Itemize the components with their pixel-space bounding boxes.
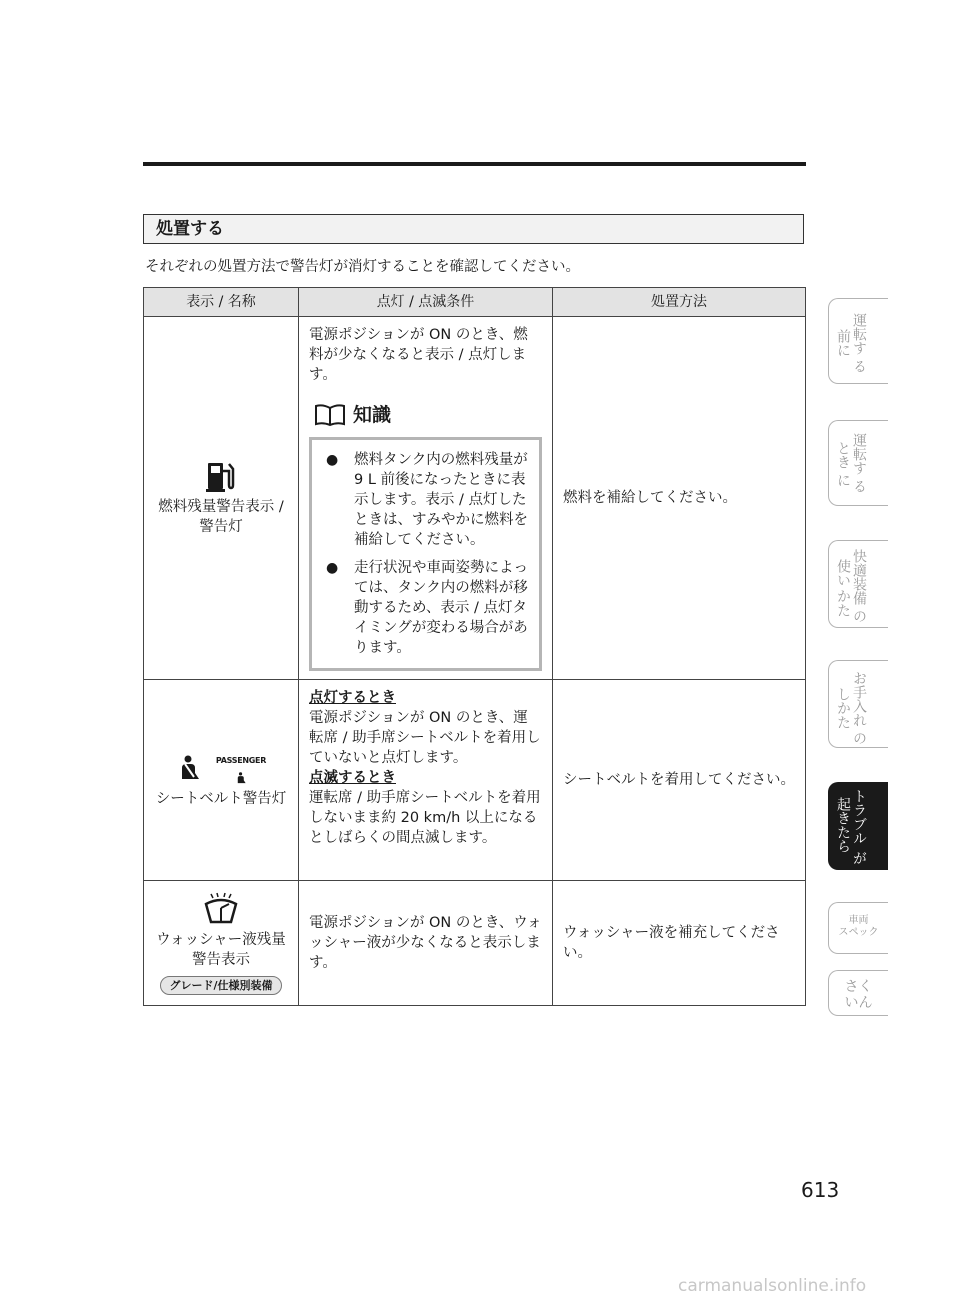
table-row xyxy=(144,881,806,1006)
lit-heading: 点灯するとき xyxy=(309,690,396,706)
knowledge-box xyxy=(309,437,542,671)
tab-text: 起きたら xyxy=(835,797,851,853)
condition-cell xyxy=(299,680,553,881)
action-cell: ウォッシャー液を補充してください。 xyxy=(553,881,806,1006)
blink-heading: 点滅するとき xyxy=(309,770,396,786)
knowledge-bullet xyxy=(326,558,529,658)
tab-text: いん xyxy=(844,995,873,1011)
tab-text: の xyxy=(851,731,867,745)
fuel-pump-icon xyxy=(204,459,238,493)
tab-text: に xyxy=(835,473,851,487)
warning-table xyxy=(143,287,806,1006)
table-header-row xyxy=(144,288,806,317)
tab-text: 運転す xyxy=(851,313,867,355)
side-tab-troubleshooting[interactable] xyxy=(828,782,888,870)
action-cell: 燃料を補給してください。 xyxy=(553,317,806,680)
condition-text: 電源ポジションが ON のとき、ウォッシャー液が少なくなると表示します。 xyxy=(309,915,542,971)
header-condition: 点灯 / 点滅条件 xyxy=(299,288,553,317)
tab-text: る xyxy=(851,479,867,493)
tab-text: 車両 xyxy=(848,915,869,926)
knowledge-bullet xyxy=(326,450,529,550)
tab-text: る xyxy=(851,359,867,373)
action-cell: シートベルトを着用してください。 xyxy=(553,680,806,881)
name-cell xyxy=(144,881,299,1006)
header-name: 表示 / 名称 xyxy=(144,288,299,317)
intro-text: それぞれの処置方法で警告灯が消灯することを確認してください。 xyxy=(145,259,580,275)
lit-text: 電源ポジションが ON のとき、運転席 / 助手席シートベルトを着用していないと点灯します。 xyxy=(309,710,541,766)
watermark: carmanualsonline.info xyxy=(678,1276,867,1296)
top-rule xyxy=(143,162,806,166)
tab-text: トラブル xyxy=(851,789,867,845)
condition-text: 電源ポジションが ON のとき、燃料が少なくなると表示 / 点灯します。 xyxy=(309,327,528,383)
washer-fluid-icon xyxy=(201,892,241,926)
grade-badge: グレード/仕様別装備 xyxy=(160,976,281,995)
warning-name: 燃料残量警告表示 / 警告灯 xyxy=(158,499,284,535)
bullet-dot: ● xyxy=(326,452,339,468)
name-cell xyxy=(144,317,299,680)
side-tab-while-driving[interactable] xyxy=(828,420,888,506)
tab-text: さく xyxy=(844,979,873,995)
tab-text: の xyxy=(851,609,867,623)
knowledge-title: 知識 xyxy=(353,404,392,426)
name-cell xyxy=(144,680,299,881)
side-tab-index[interactable] xyxy=(828,970,888,1016)
tab-text: とき xyxy=(835,441,851,469)
tab-text: 運転す xyxy=(851,433,867,475)
bullet-text: 走行状況や車両姿勢によっては、タンク内の燃料が移動するため、表示 / 点灯タイミングが変わる場合があります。 xyxy=(354,560,528,656)
page-number: 613 xyxy=(801,1178,840,1202)
tab-text: スペック xyxy=(838,927,879,938)
open-book-icon xyxy=(313,403,347,427)
section-title: 処置する xyxy=(143,214,804,244)
condition-cell xyxy=(299,317,553,680)
side-tab-specs[interactable] xyxy=(828,902,888,954)
side-tab-comfort-features[interactable] xyxy=(828,540,888,628)
tab-text: 前に xyxy=(835,329,851,357)
blink-text: 運転席 / 助手席シートベルトを着用しないまま約 20 km/h 以上になるとしばらくの間点滅します。 xyxy=(309,790,541,846)
side-tab-maintenance[interactable] xyxy=(828,660,888,748)
tab-text: お手入れ xyxy=(851,671,867,727)
knowledge-heading xyxy=(313,403,542,427)
condition-cell xyxy=(299,881,553,1006)
tab-text: しかた xyxy=(835,687,851,729)
tab-text: 使い xyxy=(835,559,851,587)
header-action: 処置方法 xyxy=(553,288,806,317)
table-row xyxy=(144,317,806,680)
tab-text: が xyxy=(851,851,867,865)
bullet-text: 燃料タンク内の燃料残量が 9 L 前後になったときに表示します。表示 / 点灯したときは、すみやかに燃料を補給してください。 xyxy=(354,452,528,548)
passenger-label: PASSENGER xyxy=(215,756,267,765)
seatbelt-icon xyxy=(176,755,202,781)
warning-name: ウォッシャー液残量警告表示 xyxy=(156,931,286,968)
passenger-seatbelt-icon xyxy=(235,771,247,785)
warning-name: シートベルト警告灯 xyxy=(155,791,287,807)
side-tab-before-driving[interactable] xyxy=(828,298,888,384)
bullet-dot: ● xyxy=(326,560,339,576)
tab-text: 快適装備 xyxy=(851,549,867,605)
table-row xyxy=(144,680,806,881)
tab-text: かた xyxy=(835,589,851,617)
